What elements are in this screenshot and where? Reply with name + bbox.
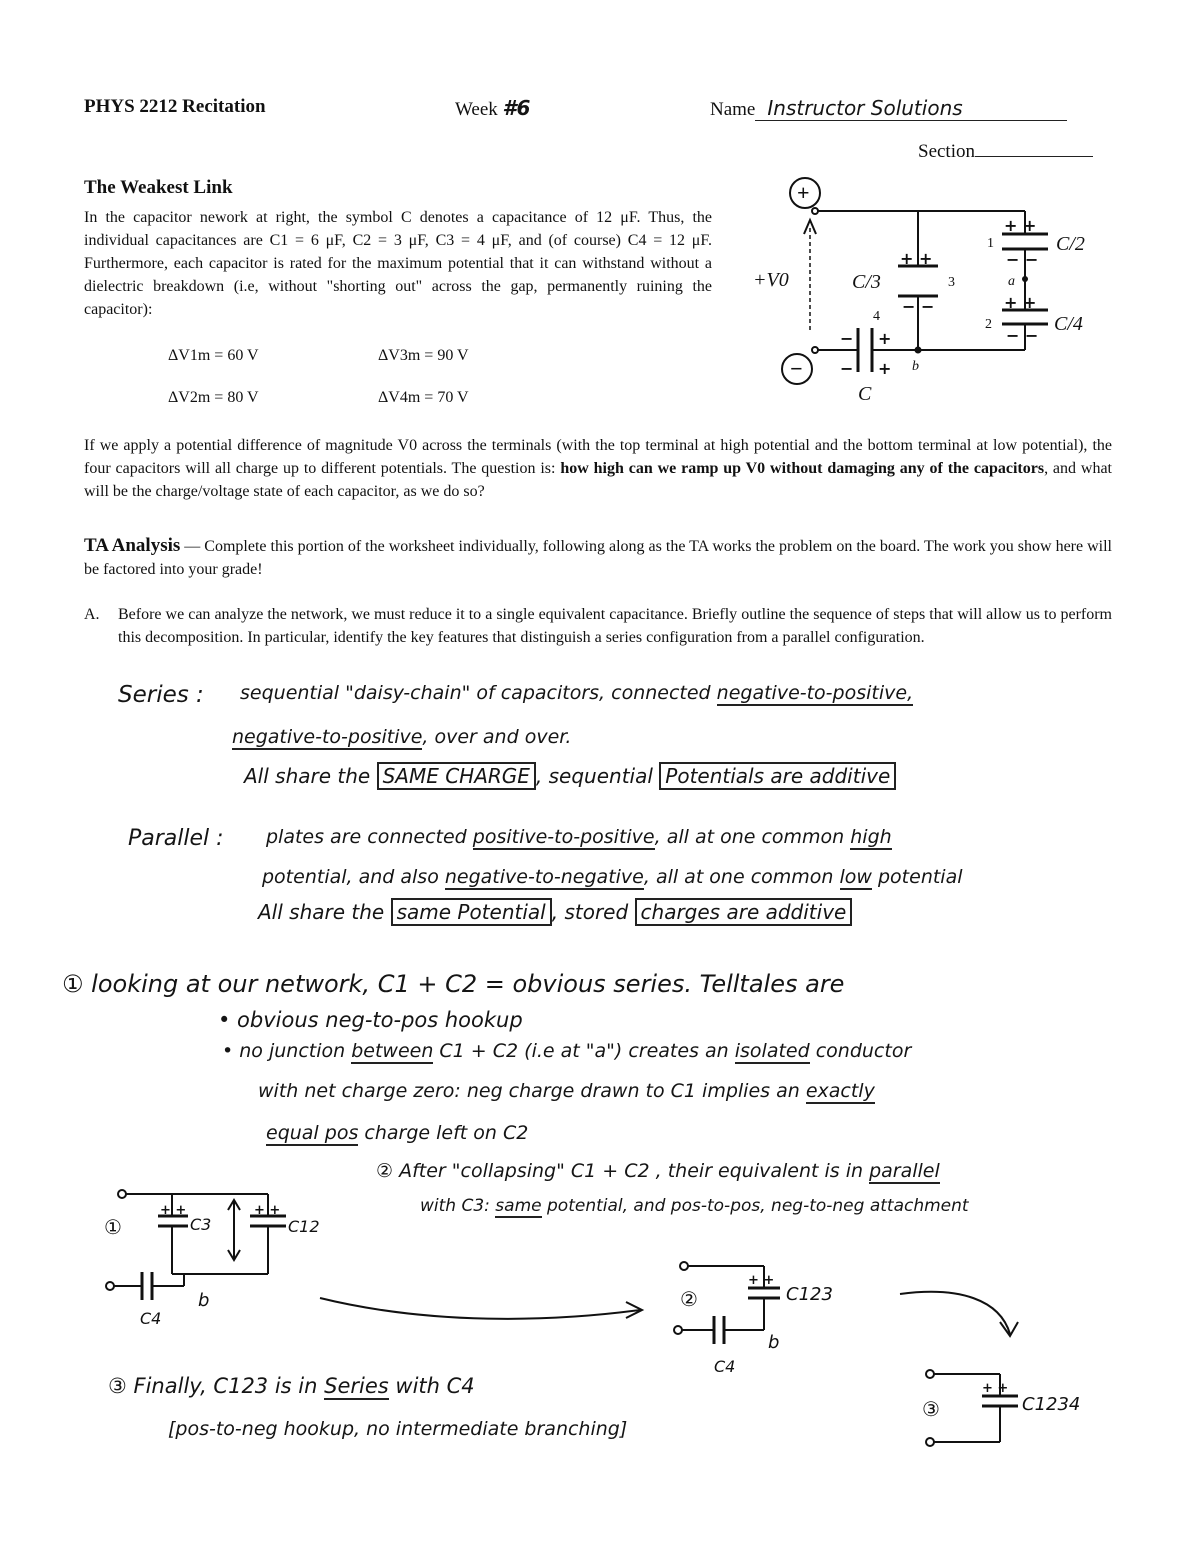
course-title: PHYS 2212 Recitation xyxy=(84,96,266,117)
svg-text:+ +: + + xyxy=(748,1273,775,1288)
svg-text:+ +: + + xyxy=(1004,293,1037,312)
step-3-number: ③ xyxy=(108,1374,127,1398)
question-text: If we apply a potential difference of magnitude V0 across the terminals (with the top terminal at high potential and the bottom terminal at low potential), the four capacitors will all charge up to different potentials. The question is: xyxy=(84,437,1112,477)
sketch-1-c4: C4 xyxy=(140,1309,162,1328)
label-node-4: 4 xyxy=(873,309,880,324)
ta-analysis-intro xyxy=(84,534,1112,581)
week-field xyxy=(455,96,530,121)
label-c: C xyxy=(858,383,872,405)
step-1-bullet-1: • obvious neg-to-pos hookup xyxy=(218,1008,523,1032)
rating-v1: ΔV1m = 60 V xyxy=(168,347,259,364)
name-value: Instructor Solutions xyxy=(755,96,1067,121)
sketch-3-number: ③ xyxy=(922,1397,940,1421)
section-field xyxy=(918,138,1093,163)
step-1-number: ① xyxy=(62,970,84,998)
rating-v2: ΔV2m = 80 V xyxy=(168,389,259,406)
question-end: , and what will be the charge/voltage state of each capacitor, as we do so? xyxy=(84,460,1112,500)
step-1-line: ① looking at our network, C1 + C2 = obvious series. Telltales are xyxy=(62,970,845,998)
sketch-1-c12: C12 xyxy=(288,1217,320,1236)
same-potential-box: same Potential xyxy=(391,898,552,926)
label-c2: C/2 xyxy=(1056,233,1085,255)
name-label: Name xyxy=(710,99,756,120)
parallel-line-3: All share the same Potential , stored charges are additive xyxy=(258,900,852,924)
svg-text:+ +: + + xyxy=(900,249,933,268)
same-charge-box: SAME CHARGE xyxy=(377,762,536,790)
step-3-line-1: ③ Finally, C123 is in Series with C4 xyxy=(108,1374,475,1398)
rating-v3: ΔV3m = 90 V xyxy=(378,347,469,364)
parallel-line-2: potential, and also negative-to-negative, all at one common low potential xyxy=(262,866,963,888)
svg-text:+ +: + + xyxy=(982,1381,1009,1396)
svg-text:− −: − − xyxy=(902,297,935,316)
series-label: Series : xyxy=(118,682,204,708)
label-c3: C/3 xyxy=(852,271,881,293)
step-1-bullet-2: • no junction between C1 + C2 (i.e at "a") creates an isolated conductor xyxy=(222,1040,912,1062)
label-node-a: a xyxy=(1008,274,1015,289)
svg-text:+: + xyxy=(878,359,892,378)
part-a-text: Before we can analyze the network, we must reduce it to a single equivalent capacitance. Briefly outline the sequence of steps that will allow us to perform this decomposition. In particular, identify the key features that distinguish a series configuration from a parallel configuration. xyxy=(118,606,1112,646)
svg-text:− −: − − xyxy=(1006,326,1039,345)
sketch-2-number: ② xyxy=(680,1287,698,1311)
svg-text:−: − xyxy=(840,359,854,378)
series-line-2: negative-to-positive, over and over. xyxy=(232,726,572,748)
sketch-1-b: b xyxy=(198,1290,210,1311)
step-2-number: ② xyxy=(376,1160,394,1182)
negative-terminal-icon: − xyxy=(790,356,803,381)
label-node-b: b xyxy=(912,359,919,374)
label-c4: C/4 xyxy=(1054,313,1083,335)
label-v0: +V0 xyxy=(753,269,789,291)
svg-text:−: − xyxy=(840,329,854,348)
name-field xyxy=(710,96,1067,121)
step-1-line-3: with net charge zero: neg charge drawn to C1 implies an exactly xyxy=(258,1080,875,1102)
svg-text:+ +: + + xyxy=(254,1203,281,1218)
sketch-2-diagram xyxy=(668,1254,868,1384)
section-label: Section xyxy=(918,141,975,162)
rating-v4: ΔV4m = 70 V xyxy=(378,389,469,406)
positive-terminal-icon: + xyxy=(797,180,810,205)
sketch-1-c3: C3 xyxy=(190,1215,212,1234)
week-label: Week xyxy=(455,99,498,120)
series-line-3: All share the SAME CHARGE , sequential Potentials are additive xyxy=(244,764,896,788)
section-blank xyxy=(975,138,1093,157)
ta-analysis-text: — Complete this portion of the worksheet individually, following along as the TA works the problem on the board. The work you show here will be factored into your grade! xyxy=(84,538,1112,578)
svg-text:+ +: + + xyxy=(1004,216,1037,235)
part-a-letter: A. xyxy=(84,606,100,623)
step-2-line-2: with C3: same potential, and pos-to-pos, neg-to-neg attachment xyxy=(420,1196,969,1216)
parallel-label: Parallel : xyxy=(128,826,224,851)
ta-analysis-title: TA Analysis xyxy=(84,535,181,556)
step-3-line-2: [pos-to-neg hookup, no intermediate branching] xyxy=(168,1418,628,1440)
step-1-line-4: equal pos charge left on C2 xyxy=(266,1122,529,1144)
problem-intro: In the capacitor nework at right, the symbol C denotes a capacitance of 12 μF. Thus, the individual capacitances are C1 = 6 μF, C2 = 3 μF, C3 = 4 μF, and (of course) C4 = 12 μF. Furthermore, each capacitor is rated for the maximum potential that it can withstand without a dielectric breakdown (i.e, without "shorting out" across the gap, permanently ruining the capacitor): xyxy=(84,209,712,318)
sketch-3-c1234: C1234 xyxy=(1022,1394,1081,1415)
sketch-2-c4: C4 xyxy=(714,1357,736,1376)
capacitor-network-diagram xyxy=(740,168,1100,408)
question-bold: how high can we ramp up V0 without damaging any of the capacitors xyxy=(560,460,1045,477)
question-paragraph xyxy=(84,434,1112,503)
label-node-2: 2 xyxy=(985,317,992,332)
label-node-3: 3 xyxy=(948,275,955,290)
charges-additive-box: charges are additive xyxy=(635,898,853,926)
sketch-3-diagram xyxy=(916,1362,1116,1462)
potentials-additive-box: Potentials are additive xyxy=(659,762,896,790)
week-value: #6 xyxy=(502,96,531,120)
series-line-1: sequential "daisy-chain" of capacitors, connected negative-to-positive, xyxy=(240,682,914,704)
svg-text:− −: − − xyxy=(1006,250,1039,269)
label-node-1: 1 xyxy=(987,236,994,251)
step-2-line-1: ② After "collapsing" C1 + C2 , their equivalent is in parallel xyxy=(376,1160,940,1182)
sketch-2-b: b xyxy=(768,1332,780,1353)
problem-title: The Weakest Link xyxy=(84,177,233,198)
sketch-2-c123: C123 xyxy=(786,1284,833,1305)
svg-text:+ +: + + xyxy=(160,1203,187,1218)
svg-text:+: + xyxy=(878,329,892,348)
sketch-1-number: ① xyxy=(104,1215,122,1239)
parallel-line-1: plates are connected positive-to-positive, all at one common high xyxy=(266,826,892,848)
